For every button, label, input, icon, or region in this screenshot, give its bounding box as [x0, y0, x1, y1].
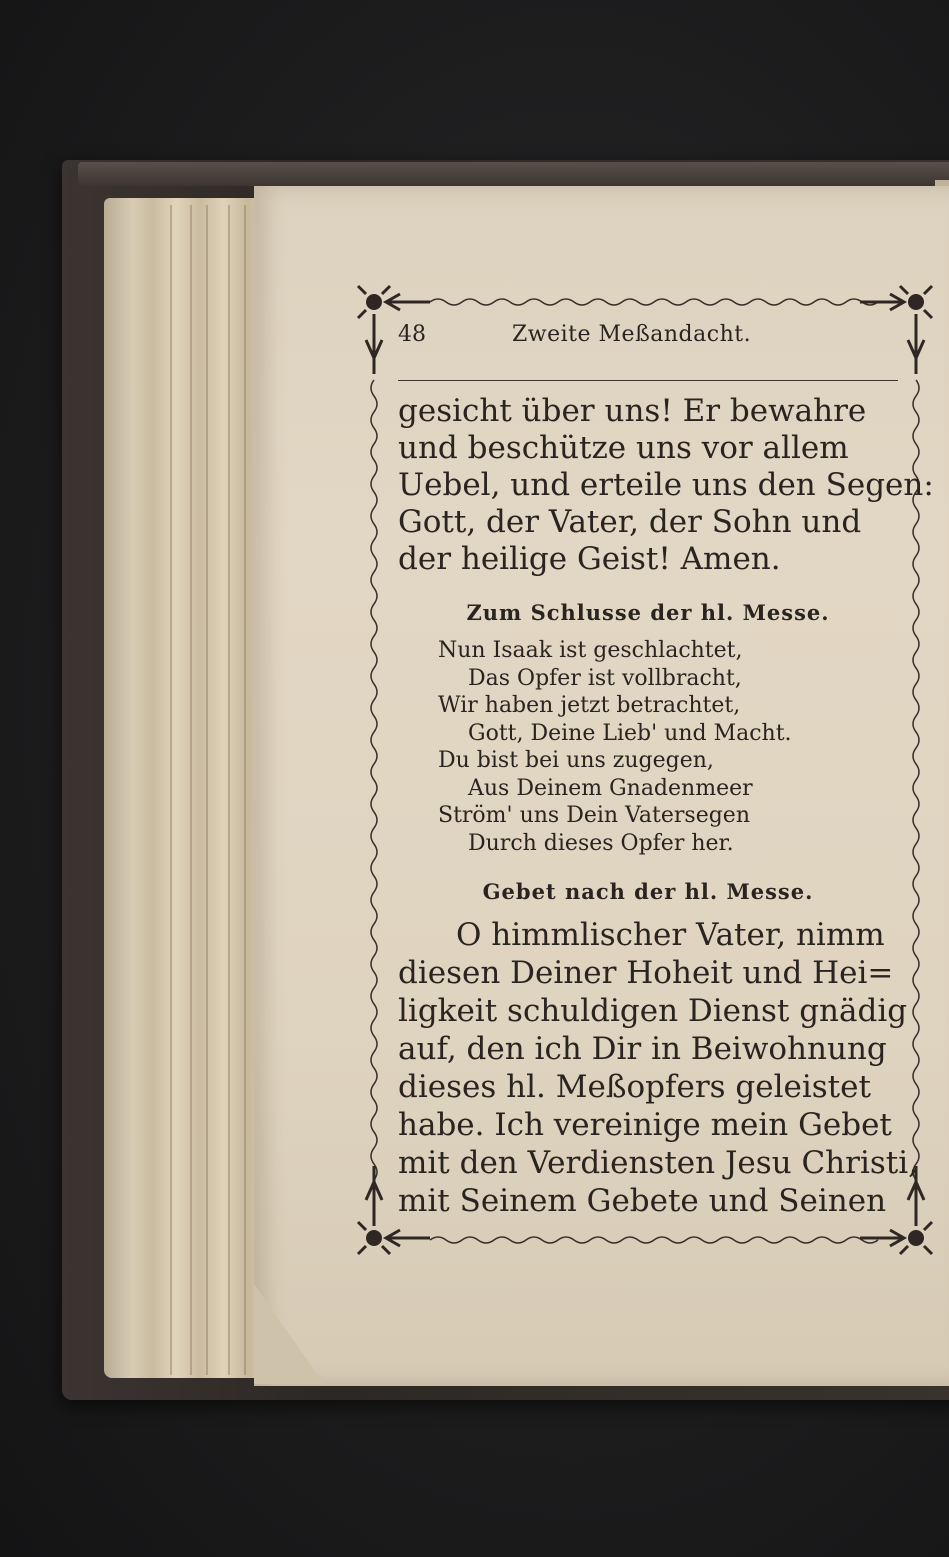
frame-left-wave	[371, 380, 377, 1180]
page-header	[398, 322, 898, 368]
book-cover-top-edge	[78, 162, 949, 186]
page-stack-line	[228, 205, 230, 1375]
frame-bottom-wave	[430, 1237, 878, 1243]
verse-line: Du bist bei uns zugegen,	[438, 748, 714, 773]
text-line: und beschütze uns vor allem	[398, 430, 849, 466]
hymn-verse	[398, 637, 898, 857]
text-line: mit Seinem Gebete und Seinen	[398, 1183, 887, 1219]
text-line: mit den Verdiensten Jesu Christi,	[398, 1145, 918, 1181]
text-line: Uebel, und erteile uns den Segen:	[398, 467, 934, 503]
prayer-paragraph	[398, 916, 918, 1220]
verse-line: Durch dieses Opfer her.	[468, 830, 734, 856]
paragraph-continuation	[398, 393, 934, 578]
text-line: ligkeit schuldigen Dienst gnädig	[398, 993, 908, 1029]
text-line: habe. Ich vereinige mein Gebet	[398, 1107, 892, 1143]
text-line: dieses hl. Meßopfers geleistet	[398, 1069, 871, 1105]
text-line: auf, den ich Dir in Beiwohnung	[398, 1031, 887, 1067]
text-line: Gott, der Vater, der Sohn und	[398, 504, 862, 540]
page-corner-fold	[254, 1284, 324, 1384]
frame-top-wave	[430, 299, 878, 305]
text-line: der heilige Geist! Amen.	[398, 541, 781, 577]
verse-line: Wir haben jetzt betrachtet,	[438, 693, 741, 718]
page-stack-line	[190, 205, 192, 1375]
page-stack-line	[206, 205, 208, 1375]
section-heading: Gebet nach der hl. Messe.	[482, 879, 814, 904]
verse-line: Aus Deinem Gnadenmeer	[468, 775, 753, 801]
running-title: Zweite Meßandacht.	[512, 322, 752, 347]
verse-line: Gott, Deine Lieb' und Macht.	[468, 720, 792, 746]
page-stack-line	[170, 205, 172, 1375]
page-stack-line	[244, 205, 246, 1375]
page-content	[398, 322, 934, 1220]
text-line: O himmlischer Vater, nimm	[456, 917, 885, 953]
page-stack	[104, 198, 264, 1378]
verse-line: Nun Isaak ist geschlachtet,	[438, 638, 743, 663]
text-line: diesen Deiner Hoheit und Hei=	[398, 955, 894, 991]
section-heading: Zum Schlusse der hl. Messe.	[466, 600, 830, 625]
verse-line: Das Opfer ist vollbracht,	[468, 665, 742, 691]
header-rule	[398, 380, 898, 381]
text-line: gesicht über uns! Er bewahre	[398, 393, 867, 429]
page-number: 48	[398, 322, 426, 347]
verse-line: Ström' uns Dein Vatersegen	[438, 803, 750, 828]
